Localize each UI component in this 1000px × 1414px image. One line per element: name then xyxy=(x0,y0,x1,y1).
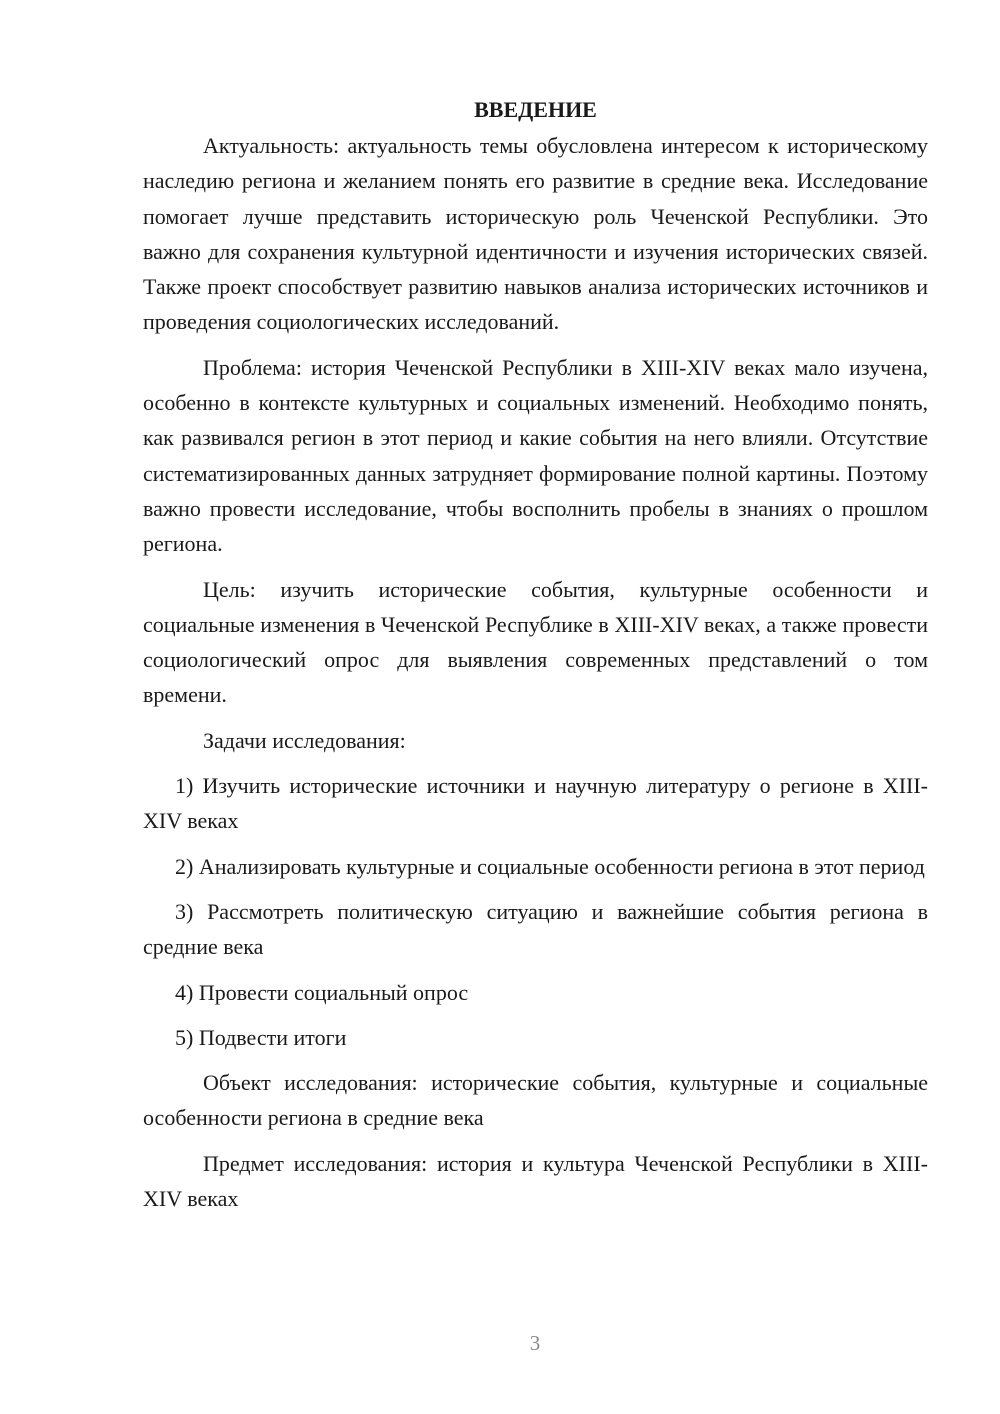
subject-paragraph: Предмет исследования: история и культура Чеченской Республики в XIII-XIV веках xyxy=(143,1150,928,1212)
object-paragraph: Объект исследования: исторические события, культурные и социальные особенности региона в средние века xyxy=(143,1070,928,1131)
page-number: 3 xyxy=(529,1331,541,1355)
list-item: 2) Анализировать культурные и социальные особенности региона в этот период xyxy=(175,853,925,879)
list-item: 3) Рассмотреть политическую ситуацию и важнейшие события региона в средние века xyxy=(143,898,928,960)
goal-paragraph: Цель: изучить исторические события, культурные особенности и социальные изменения в Чеченской Республике в XIII-XIV веках, а также провести социологический опрос для выявления современных представлений о том времени. xyxy=(143,576,928,708)
list-item: 1) Изучить исторические источники и научную литературу о регионе в XIII-XIV веках xyxy=(143,773,928,834)
page-content xyxy=(143,92,928,1226)
page-title: ВВЕДЕНИЕ xyxy=(474,97,597,122)
relevance-paragraph: Актуальность: актуальность темы обусловлена интересом к историческому наследию региона и желанием понять его развитие в средние века. Исследование помогает лучше представить историческую роль Чеченской Республики. Это важно для сохранения культурной идентичности и изучения исторических связей. Также проект способствует развитию навыков анализа исторических источников и проведения социологических исследований. xyxy=(143,133,928,335)
tasks-heading: Задачи исследования: xyxy=(203,727,406,753)
problem-paragraph: Проблема: история Чеченской Республики в XIII-XIV веках мало изучена, особенно в контексте культурных и социальных изменений. Необходимо понять, как развивался регион в этот период и какие события на него влияли. Отсутствие систематизированных данных затрудняет формирование полной картины. Поэтому важно провести исследование, чтобы восполнить пробелы в знаниях о прошлом региона. xyxy=(143,354,928,557)
list-item: 4) Провести социальный опрос xyxy=(175,979,469,1005)
list-item: 5) Подвести итоги xyxy=(175,1024,347,1050)
